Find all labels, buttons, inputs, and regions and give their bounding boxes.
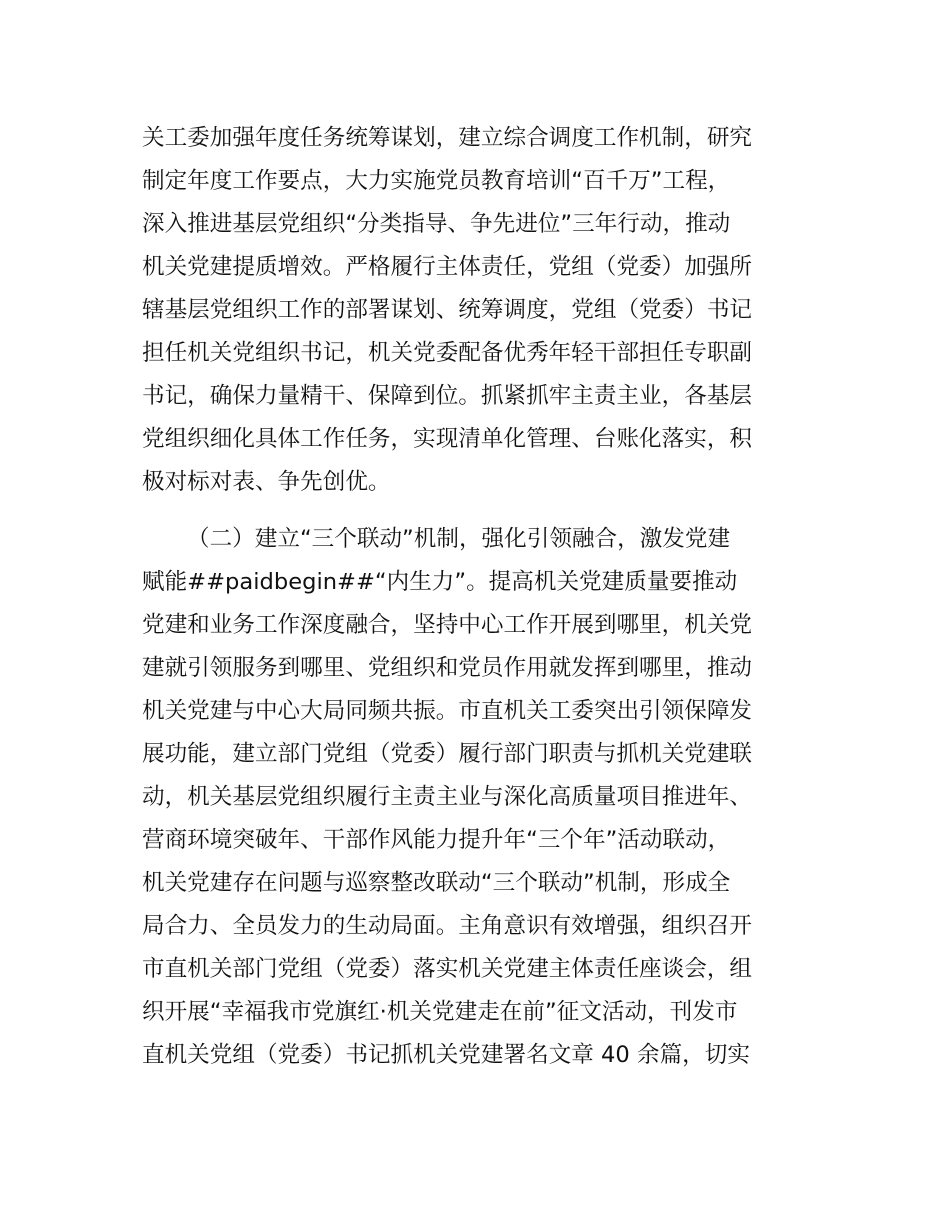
paragraph-1-line-5: 辖基层党组织工作的部署谋划、统筹调度，党组（党委）书记 — [142, 297, 753, 323]
paragraph-2-line-2: 赋能##paidbegin##“内生力”。提高机关党建质量要推动 — [142, 569, 738, 595]
paragraph-2-line-7: 动，机关基层党组织履行主责主业与深化高质量项目推进年、 — [142, 784, 753, 810]
paragraph-1-line-8: 党组织细化具体工作任务，实现清单化管理、台账化落实，积 — [142, 426, 753, 452]
paragraph-1 — [142, 117, 822, 504]
paragraph-1-line-4: 机关党建提质增效。严格履行主体责任，党组（党委）加强所 — [142, 254, 753, 280]
paragraph-2-line-8: 营商环境突破年、干部作风能力提升年“三个年”活动联动， — [142, 827, 731, 853]
paragraph-2-line-6: 展功能，建立部门党组（党委）履行部门职责与抓机关党建联 — [142, 741, 753, 767]
paragraph-2-line-10: 局合力、全员发力的生动局面。主角意识有效增强，组织召开 — [142, 913, 753, 939]
paragraph-2-line-5: 机关党建与中心大局同频共振。市直机关工委突出引领保障发 — [142, 698, 753, 724]
paragraph-2-line-11: 市直机关部门党组（党委）落实机关党建主体责任座谈会，组 — [142, 956, 753, 982]
paragraph-1-line-3: 深入推进基层党组织“分类指导、争先进位”三年行动，推动 — [142, 211, 731, 237]
paragraph-1-line-6: 担任机关党组织书记，机关党委配备优秀年轻干部担任专职副 — [142, 340, 753, 366]
paragraph-2-line-4: 建就引领服务到哪里、党组织和党员作用就发挥到哪里，推动 — [142, 655, 753, 681]
paragraph-2-line-12: 织开展“幸福我市党旗红·机关党建走在前”征文活动，刊发市 — [142, 999, 738, 1025]
paragraph-2-line-9: 机关党建存在问题与巡察整改联动“三个联动”机制，形成全 — [142, 870, 731, 896]
paragraph-2 — [142, 518, 822, 1077]
paragraph-2-line-13: 直机关党组（党委）书记抓机关党建署名文章 40 余篇，切实 — [142, 1042, 750, 1068]
paragraph-1-line-2: 制定年度工作要点，大力实施党员教育培训“百千万”工程， — [142, 168, 731, 194]
paragraph-1-line-9: 极对标对表、争先创优。 — [142, 469, 391, 495]
paragraph-2-line-1: （二）建立“三个联动”机制，强化引领融合，激发党建 — [187, 526, 731, 552]
paragraph-2-line-3: 党建和业务工作深度融合，坚持中心工作开展到哪里，机关党 — [142, 612, 753, 638]
paragraph-1-line-7: 书记，确保力量精干、保障到位。抓紧抓牢主责主业，各基层 — [142, 383, 753, 409]
paragraph-1-line-1: 关工委加强年度任务统筹谋划，建立综合调度工作机制，研究 — [142, 125, 753, 151]
